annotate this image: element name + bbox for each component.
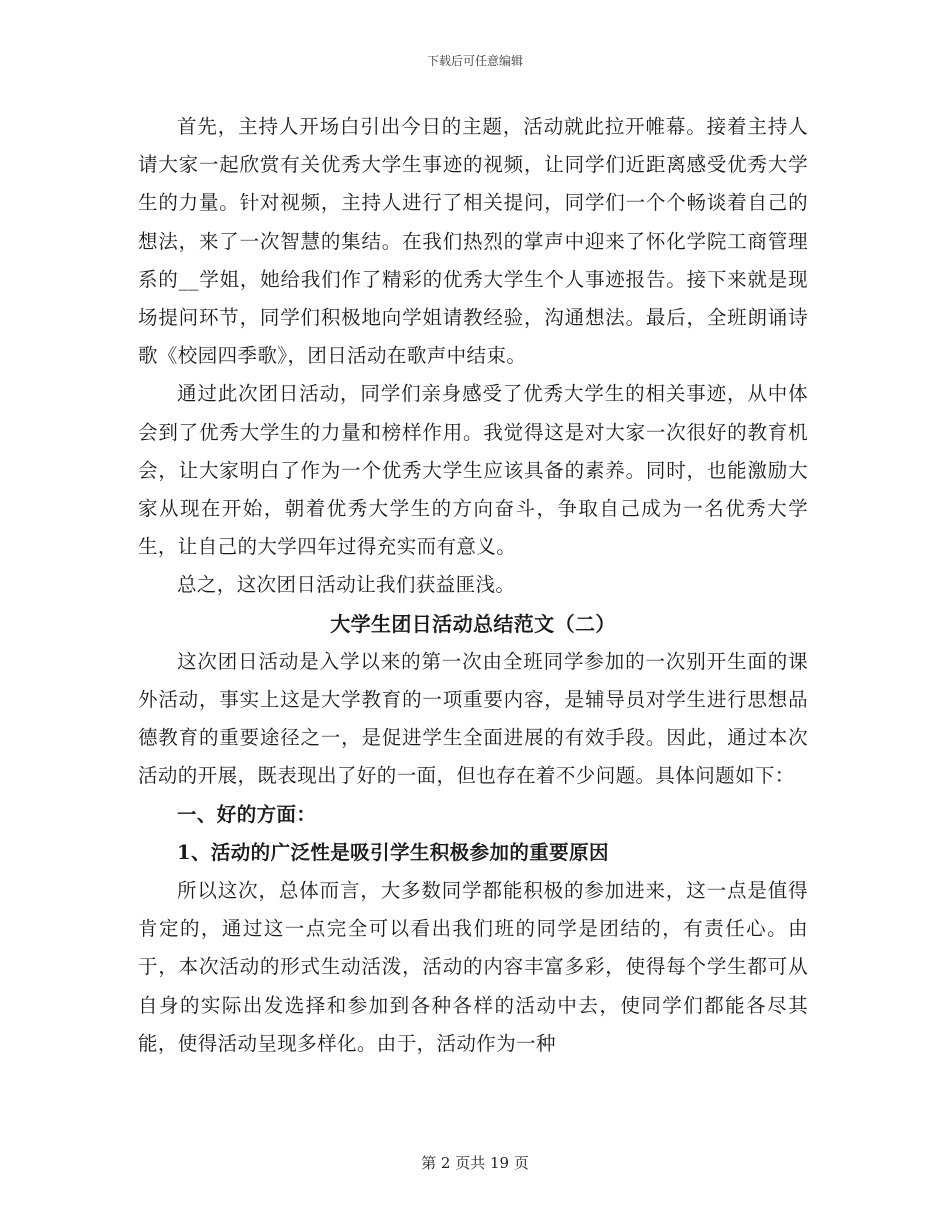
paragraph-activity-process: 首先，主持人开场白引出今日的主题，活动就此拉开帷幕。接着主持人请大家一起欣赏有关优秀大学生事迹的视频，让同学们近距离感受优秀大学生的力量。针对视频，主持人进行了相关提问，同学们一个个畅谈着自己的想法，来了一次智慧的集结。在我们热烈的掌声中迎来了怀化学院工商管理系的__学姐，她给我们作了精彩的优秀大学生个人事迹报告。接下来就是现场提问环节，同学们积极地向学姐请教经验，沟通想法。最后，全班朗诵诗歌《校园四季歌》，团日活动在歌声中结束。 bbox=[138, 115, 808, 368]
heading-good-aspects: 一、好的方面： bbox=[177, 802, 317, 826]
paragraph-conclusion: 总之，这次团日活动让我们获益匪浅。 bbox=[177, 573, 516, 597]
page-number-footer: 第 2 页共 19 页 bbox=[421, 1154, 529, 1172]
heading-point-one: 1、活动的广泛性是吸引学生积极参加的重要原因 bbox=[177, 840, 609, 864]
paragraph-activity-reflection: 通过此次团日活动，同学们亲身感受了优秀大学生的相关事迹，从中体会到了优秀大学生的力量和榜样作用。我觉得这是对大家一次很好的教育机会，让大家明白了作为一个优秀大学生应该具备的素养。同时，也能激励大家从现在开始，朝着优秀大学生的方向奋斗，争取自己成为一名优秀大学生，让自己的大学四年过得充实而有意义。 bbox=[138, 382, 808, 559]
paragraph-intro-two: 这次团日活动是入学以来的第一次由全班同学参加的一次别开生面的课外活动，事实上这是大学教育的一项重要内容，是辅导员对学生进行思想品德教育的重要途径之一，是促进学生全面进展的有效手段。因此，通过本次活动的开展，既表现出了好的一面，但也存在着不少问题。具体问题如下： bbox=[138, 649, 808, 788]
paragraph-point-one: 所以这次，总体而言，大多数同学都能积极的参加进来，这一点是值得肯定的，通过这一点完全可以看出我们班的同学是团结的，有责任心。由于，本次活动的形式生动活泼，活动的内容丰富多彩，使得每个学生都可从自身的实际出发选择和参加到各种各样的活动中去，使同学们都能各尽其能，使得活动呈现多样化。由于，活动作为一种 bbox=[138, 879, 808, 1055]
document-body bbox=[138, 108, 808, 1063]
page-header-note: 下载后可任意编辑 bbox=[426, 54, 523, 68]
section-title: 大学生团日活动总结范文（二） bbox=[330, 611, 616, 636]
